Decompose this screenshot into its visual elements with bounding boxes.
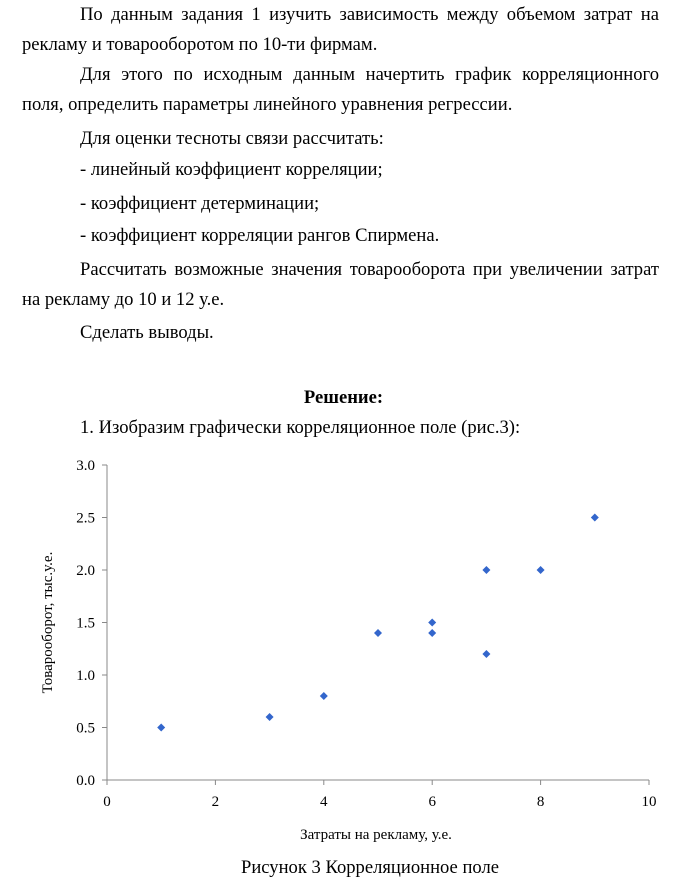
x-tick-label: 2 [211, 794, 220, 810]
figure-caption: Рисунок 3 Корреляционное поле [241, 857, 499, 878]
paragraph-8: Сделать выводы. [80, 322, 214, 343]
y-tick-label: 1.5 [76, 615, 95, 632]
y-tick-label: 0.0 [76, 773, 95, 789]
data-point [591, 514, 599, 522]
list-item-1: - линейный коэффициент корреляции; [80, 159, 383, 180]
paragraph-2-line-1: Для этого по исходным данным начертить график корреляционного [80, 64, 659, 85]
data-point [428, 629, 436, 637]
x-axis-ticks [103, 780, 656, 810]
x-axis-label: Затраты на рекламу, у.е. [300, 827, 452, 843]
chart-axes [107, 465, 649, 780]
data-point [537, 566, 545, 574]
x-tick-label: 10 [641, 794, 657, 810]
data-points [157, 514, 599, 732]
data-point [266, 713, 274, 721]
correlation-scatter-chart [0, 450, 687, 855]
paragraph-1-line-1: По данным задания 1 изучить зависимость между объемом затрат на [80, 4, 659, 25]
x-tick-label: 6 [428, 794, 436, 810]
x-tick-label: 8 [536, 794, 545, 810]
step-1-text: 1. Изобразим графически корреляционное поле (рис.3): [80, 417, 521, 438]
y-axis-label: Товарооборот, тыс.у.е. [40, 551, 56, 694]
data-point [428, 619, 436, 627]
y-tick-label: 2.0 [76, 563, 95, 579]
y-tick-label: 2.5 [76, 510, 95, 527]
y-tick-label: 0.5 [76, 720, 95, 737]
data-point [157, 724, 165, 732]
paragraph-3: Для оценки тесноты связи рассчитать: [80, 128, 384, 149]
list-item-2: - коэффициент детерминации; [80, 193, 320, 214]
y-axis-ticks [76, 458, 107, 789]
data-point [482, 650, 490, 658]
y-tick-label: 1.0 [76, 668, 95, 684]
solution-heading: Решение: [303, 387, 384, 408]
x-tick-label: 4 [320, 794, 328, 810]
paragraph-7-line-2: на рекламу до 10 и 12 у.е. [22, 289, 225, 310]
x-tick-label: 0 [103, 794, 111, 810]
y-tick-label: 3.0 [76, 458, 95, 474]
list-item-3: - коэффициент корреляции рангов Спирмена. [80, 225, 440, 246]
paragraph-2-line-2: поля, определить параметры линейного уравнения регрессии. [22, 94, 513, 115]
data-point [482, 566, 490, 574]
data-point [374, 629, 382, 637]
data-point [320, 692, 328, 700]
paragraph-1-line-2: рекламу и товарооборотом по 10-ти фирмам. [22, 34, 378, 55]
paragraph-7-line-1: Рассчитать возможные значения товарооборота при увеличении затрат [80, 259, 659, 280]
